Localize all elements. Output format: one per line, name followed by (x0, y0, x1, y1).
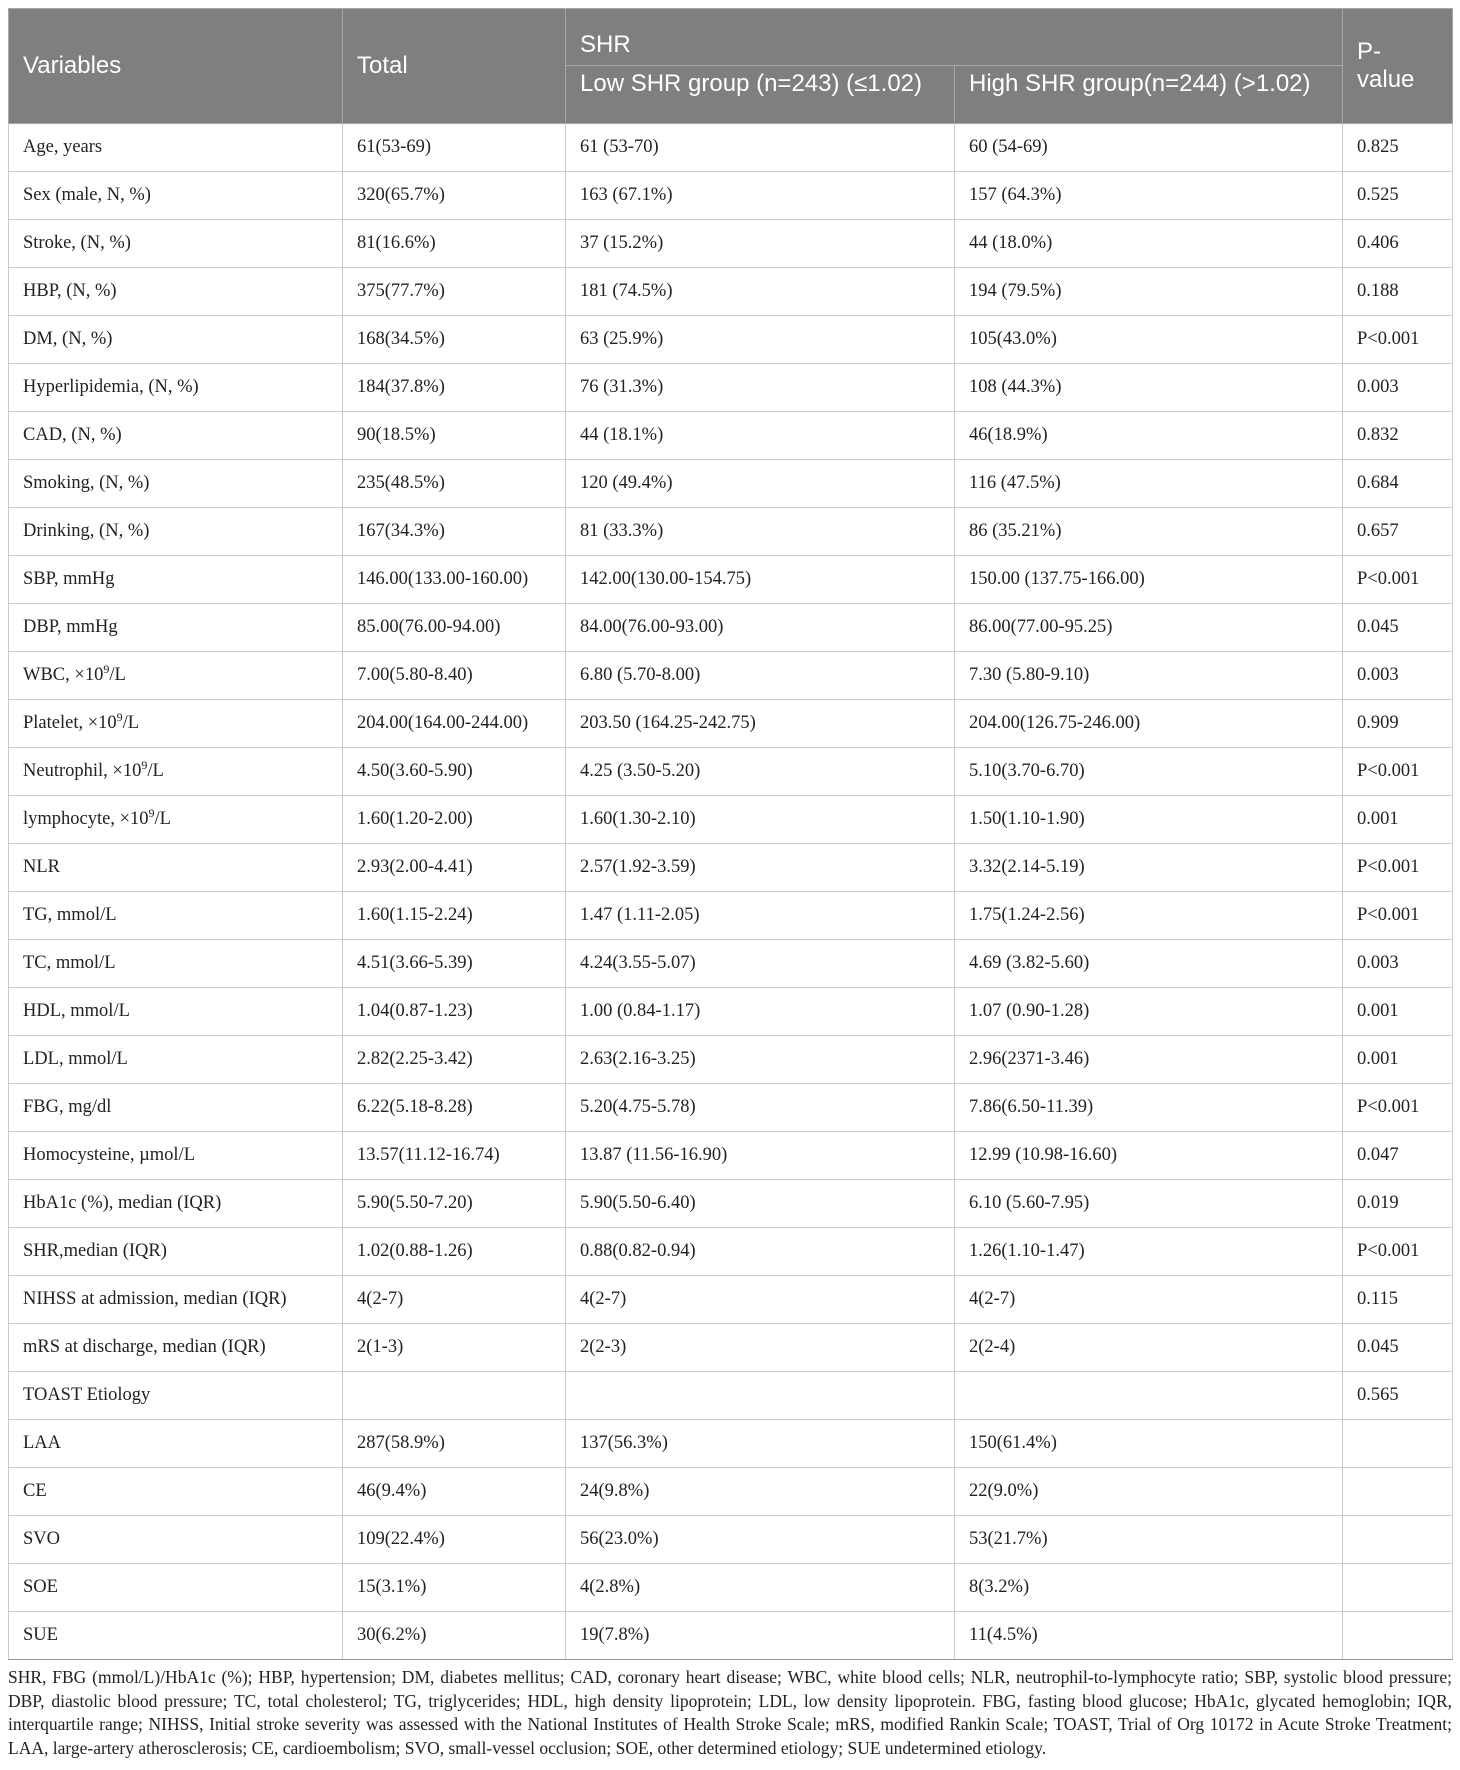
cell-total: 90(18.5%) (343, 412, 566, 460)
cell-p-value: 0.001 (1343, 796, 1453, 844)
header-variables: Variables (9, 9, 343, 124)
cell-high-shr: 1.07 (0.90-1.28) (955, 988, 1343, 1036)
cell-total: 2(1-3) (343, 1324, 566, 1372)
cell-low-shr: 5.90(5.50-6.40) (566, 1180, 955, 1228)
unit-suffix: /L (154, 809, 171, 829)
cell-high-shr: 2.96(2371-3.46) (955, 1036, 1343, 1084)
cell-total: 13.57(11.12-16.74) (343, 1132, 566, 1180)
cell-variable: SBP, mmHg (9, 556, 343, 604)
cell-variable: LDL, mmol/L (9, 1036, 343, 1084)
cell-variable: SHR,median (IQR) (9, 1228, 343, 1276)
cell-high-shr: 157 (64.3%) (955, 172, 1343, 220)
cell-high-shr: 6.10 (5.60-7.95) (955, 1180, 1343, 1228)
header-row-top (9, 9, 1453, 66)
table-row (9, 1564, 1453, 1612)
variable-label: Neutrophil, ×10 (23, 761, 142, 781)
cell-p-value: P<0.001 (1343, 1084, 1453, 1132)
cell-p-value: P<0.001 (1343, 892, 1453, 940)
table-row (9, 1324, 1453, 1372)
cell-low-shr: 1.47 (1.11-2.05) (566, 892, 955, 940)
table-row (9, 796, 1453, 844)
table-row (9, 1036, 1453, 1084)
cell-high-shr: 12.99 (10.98-16.60) (955, 1132, 1343, 1180)
cell-total: 7.00(5.80-8.40) (343, 652, 566, 700)
cell-low-shr: 1.60(1.30-2.10) (566, 796, 955, 844)
cell-total: 168(34.5%) (343, 316, 566, 364)
cell-high-shr: 4.69 (3.82-5.60) (955, 940, 1343, 988)
header-p-value: P-value (1343, 9, 1453, 124)
cell-total: 4.51(3.66-5.39) (343, 940, 566, 988)
cell-p-value (1343, 1516, 1453, 1564)
cell-high-shr: 5.10(3.70-6.70) (955, 748, 1343, 796)
table-row (9, 1228, 1453, 1276)
cell-low-shr: 4.25 (3.50-5.20) (566, 748, 955, 796)
cell-low-shr (566, 1372, 955, 1420)
cell-p-value (1343, 1564, 1453, 1612)
cell-high-shr: 3.32(2.14-5.19) (955, 844, 1343, 892)
cell-total: 184(37.8%) (343, 364, 566, 412)
cell-high-shr: 44 (18.0%) (955, 220, 1343, 268)
cell-low-shr: 37 (15.2%) (566, 220, 955, 268)
cell-total: 85.00(76.00-94.00) (343, 604, 566, 652)
table-row (9, 460, 1453, 508)
table-row (9, 412, 1453, 460)
cell-high-shr: 105(43.0%) (955, 316, 1343, 364)
table-row (9, 892, 1453, 940)
cell-variable: mRS at discharge, median (IQR) (9, 1324, 343, 1372)
cell-high-shr: 53(21.7%) (955, 1516, 1343, 1564)
cell-low-shr: 6.80 (5.70-8.00) (566, 652, 955, 700)
cell-total: 61(53-69) (343, 124, 566, 172)
cell-total: 1.60(1.20-2.00) (343, 796, 566, 844)
table-row (9, 1084, 1453, 1132)
cell-variable: LAA (9, 1420, 343, 1468)
cell-high-shr: 1.26(1.10-1.47) (955, 1228, 1343, 1276)
variable-label: Platelet, ×10 (23, 713, 117, 733)
cell-variable: DM, (N, %) (9, 316, 343, 364)
table-row (9, 604, 1453, 652)
cell-p-value: 0.001 (1343, 1036, 1453, 1084)
cell-variable: HDL, mmol/L (9, 988, 343, 1036)
cell-high-shr (955, 1372, 1343, 1420)
cell-low-shr: 84.00(76.00-93.00) (566, 604, 955, 652)
cell-variable: TG, mmol/L (9, 892, 343, 940)
table-row (9, 172, 1453, 220)
cell-p-value (1343, 1612, 1453, 1660)
cell-high-shr: 7.86(6.50-11.39) (955, 1084, 1343, 1132)
table-row (9, 748, 1453, 796)
cell-total: 6.22(5.18-8.28) (343, 1084, 566, 1132)
cell-p-value: P<0.001 (1343, 844, 1453, 892)
variable-label: lymphocyte, ×10 (23, 809, 149, 829)
cell-p-value: P<0.001 (1343, 556, 1453, 604)
cell-p-value: 0.045 (1343, 604, 1453, 652)
cell-p-value: P<0.001 (1343, 1228, 1453, 1276)
table-row (9, 364, 1453, 412)
cell-high-shr: 22(9.0%) (955, 1468, 1343, 1516)
cell-p-value (1343, 1420, 1453, 1468)
cell-variable (9, 700, 343, 748)
cell-variable: HBP, (N, %) (9, 268, 343, 316)
cell-variable: TC, mmol/L (9, 940, 343, 988)
cell-low-shr: 61 (53-70) (566, 124, 955, 172)
cell-low-shr: 13.87 (11.56-16.90) (566, 1132, 955, 1180)
cell-p-value: P<0.001 (1343, 748, 1453, 796)
cell-low-shr: 137(56.3%) (566, 1420, 955, 1468)
unit-exponent: 9 (116, 709, 123, 724)
cell-variable: FBG, mg/dl (9, 1084, 343, 1132)
cell-total: 1.02(0.88-1.26) (343, 1228, 566, 1276)
cell-p-value: 0.045 (1343, 1324, 1453, 1372)
table-row (9, 700, 1453, 748)
cell-total: 1.04(0.87-1.23) (343, 988, 566, 1036)
cell-low-shr: 2.63(2.16-3.25) (566, 1036, 955, 1084)
cell-low-shr: 19(7.8%) (566, 1612, 955, 1660)
cell-low-shr: 181 (74.5%) (566, 268, 955, 316)
table-row (9, 220, 1453, 268)
cell-p-value: 0.188 (1343, 268, 1453, 316)
table-row (9, 652, 1453, 700)
cell-variable: HbA1c (%), median (IQR) (9, 1180, 343, 1228)
unit-exponent: 9 (141, 757, 148, 772)
cell-high-shr: 116 (47.5%) (955, 460, 1343, 508)
table-row (9, 316, 1453, 364)
cell-variable (9, 748, 343, 796)
unit-suffix: /L (147, 761, 164, 781)
cell-total: 146.00(133.00-160.00) (343, 556, 566, 604)
cell-variable: NIHSS at admission, median (IQR) (9, 1276, 343, 1324)
cell-low-shr: 63 (25.9%) (566, 316, 955, 364)
cell-total: 81(16.6%) (343, 220, 566, 268)
cell-p-value: 0.115 (1343, 1276, 1453, 1324)
cell-total: 109(22.4%) (343, 1516, 566, 1564)
cell-high-shr: 4(2-7) (955, 1276, 1343, 1324)
cell-p-value: 0.825 (1343, 124, 1453, 172)
cell-high-shr: 86 (35.21%) (955, 508, 1343, 556)
cell-low-shr: 76 (31.3%) (566, 364, 955, 412)
cell-low-shr: 120 (49.4%) (566, 460, 955, 508)
cell-total: 235(48.5%) (343, 460, 566, 508)
header-shr: SHR (566, 9, 1343, 66)
cell-variable: SOE (9, 1564, 343, 1612)
cell-p-value: 0.001 (1343, 988, 1453, 1036)
document (8, 8, 1452, 1760)
variable-label: WBC, ×10 (23, 665, 104, 685)
cell-total: 320(65.7%) (343, 172, 566, 220)
cell-variable (9, 796, 343, 844)
cell-low-shr: 4(2.8%) (566, 1564, 955, 1612)
table-row (9, 1468, 1453, 1516)
cell-total: 5.90(5.50-7.20) (343, 1180, 566, 1228)
cell-low-shr: 1.00 (0.84-1.17) (566, 988, 955, 1036)
cell-variable: SVO (9, 1516, 343, 1564)
unit-exponent: 9 (148, 805, 155, 820)
cell-variable: Hyperlipidemia, (N, %) (9, 364, 343, 412)
cell-p-value: 0.019 (1343, 1180, 1453, 1228)
cell-low-shr: 44 (18.1%) (566, 412, 955, 460)
cell-variable: Smoking, (N, %) (9, 460, 343, 508)
cell-low-shr: 2.57(1.92-3.59) (566, 844, 955, 892)
cell-high-shr: 8(3.2%) (955, 1564, 1343, 1612)
header-low-shr-group: Low SHR group (n=243) (≤1.02) (566, 66, 955, 124)
table-row (9, 1372, 1453, 1420)
unit-exponent: 9 (103, 661, 110, 676)
table-row (9, 1276, 1453, 1324)
cell-total: 204.00(164.00-244.00) (343, 700, 566, 748)
cell-variable: SUE (9, 1612, 343, 1660)
cell-variable: CE (9, 1468, 343, 1516)
cell-p-value: 0.684 (1343, 460, 1453, 508)
cell-low-shr: 56(23.0%) (566, 1516, 955, 1564)
cell-variable: Sex (male, N, %) (9, 172, 343, 220)
table-body (9, 124, 1453, 1660)
cell-p-value: P<0.001 (1343, 316, 1453, 364)
cell-high-shr: 11(4.5%) (955, 1612, 1343, 1660)
cell-high-shr: 150(61.4%) (955, 1420, 1343, 1468)
cell-high-shr: 7.30 (5.80-9.10) (955, 652, 1343, 700)
cell-high-shr: 86.00(77.00-95.25) (955, 604, 1343, 652)
header-high-shr-group: High SHR group(n=244) (>1.02) (955, 66, 1343, 124)
cell-low-shr: 4.24(3.55-5.07) (566, 940, 955, 988)
table-footnote: SHR, FBG (mmol/L)/HbA1c (%); HBP, hypertension; DM, diabetes mellitus; CAD, coronary heart disease; WBC, white blood cells; NLR, neutrophil-to-lymphocyte ratio; SBP, systolic blood pressure; DBP, diastolic blood pressure; TC, total cholesterol; TG, triglycerides; HDL, high density lipoprotein; LDL, low density lipoprotein. FBG, fasting blood glucose; HbA1c, glycated hemoglobin; IQR, interquartile range; NIHSS, Initial stroke severity was assessed with the National Institutes of Health Stroke Scale; mRS, modified Rankin Scale; TOAST, Trial of Org 10172 in Acute Stroke Treatment; LAA, large-artery atherosclerosis; CE, cardioembolism; SVO, small-vessel occlusion; SOE, other determined etiology; SUE undetermined etiology. (8, 1667, 1452, 1758)
cell-low-shr: 5.20(4.75-5.78) (566, 1084, 955, 1132)
cell-high-shr: 194 (79.5%) (955, 268, 1343, 316)
unit-suffix: /L (109, 665, 126, 685)
table-row (9, 508, 1453, 556)
header-total: Total (343, 9, 566, 124)
cell-variable: Stroke, (N, %) (9, 220, 343, 268)
cell-total: 4.50(3.60-5.90) (343, 748, 566, 796)
cell-p-value: 0.832 (1343, 412, 1453, 460)
table-row (9, 124, 1453, 172)
cell-high-shr: 150.00 (137.75-166.00) (955, 556, 1343, 604)
cell-total: 15(3.1%) (343, 1564, 566, 1612)
cell-low-shr: 24(9.8%) (566, 1468, 955, 1516)
cell-total: 4(2-7) (343, 1276, 566, 1324)
table-row (9, 1180, 1453, 1228)
table-row (9, 988, 1453, 1036)
baseline-characteristics-table (8, 8, 1453, 1660)
cell-total: 1.60(1.15-2.24) (343, 892, 566, 940)
cell-p-value: 0.003 (1343, 940, 1453, 988)
cell-variable: CAD, (N, %) (9, 412, 343, 460)
table-row (9, 1132, 1453, 1180)
cell-high-shr: 1.75(1.24-2.56) (955, 892, 1343, 940)
cell-variable: Age, years (9, 124, 343, 172)
cell-high-shr: 108 (44.3%) (955, 364, 1343, 412)
cell-high-shr: 46(18.9%) (955, 412, 1343, 460)
cell-variable (9, 652, 343, 700)
table-row (9, 556, 1453, 604)
cell-variable: Drinking, (N, %) (9, 508, 343, 556)
cell-total: 2.93(2.00-4.41) (343, 844, 566, 892)
cell-total: 46(9.4%) (343, 1468, 566, 1516)
cell-low-shr: 163 (67.1%) (566, 172, 955, 220)
cell-total: 30(6.2%) (343, 1612, 566, 1660)
cell-total: 287(58.9%) (343, 1420, 566, 1468)
cell-high-shr: 1.50(1.10-1.90) (955, 796, 1343, 844)
table-row (9, 1612, 1453, 1660)
cell-variable: DBP, mmHg (9, 604, 343, 652)
table-header (9, 9, 1453, 124)
cell-total: 167(34.3%) (343, 508, 566, 556)
cell-high-shr: 60 (54-69) (955, 124, 1343, 172)
cell-p-value: 0.657 (1343, 508, 1453, 556)
table-row (9, 940, 1453, 988)
unit-suffix: /L (122, 713, 140, 733)
cell-low-shr: 2(2-3) (566, 1324, 955, 1372)
cell-variable: NLR (9, 844, 343, 892)
table-row (9, 1516, 1453, 1564)
cell-low-shr: 81 (33.3%) (566, 508, 955, 556)
table-row (9, 268, 1453, 316)
cell-total: 2.82(2.25-3.42) (343, 1036, 566, 1084)
cell-p-value: 0.047 (1343, 1132, 1453, 1180)
cell-variable: Homocysteine, µmol/L (9, 1132, 343, 1180)
cell-p-value: 0.003 (1343, 364, 1453, 412)
cell-variable: TOAST Etiology (9, 1372, 343, 1420)
cell-low-shr: 4(2-7) (566, 1276, 955, 1324)
cell-high-shr: 204.00(126.75-246.00) (955, 700, 1343, 748)
cell-high-shr: 2(2-4) (955, 1324, 1343, 1372)
cell-p-value: 0.525 (1343, 172, 1453, 220)
cell-p-value: 0.909 (1343, 700, 1453, 748)
cell-low-shr: 0.88(0.82-0.94) (566, 1228, 955, 1276)
table-row (9, 1420, 1453, 1468)
cell-low-shr: 203.50 (164.25-242.75) (566, 700, 955, 748)
cell-p-value: 0.565 (1343, 1372, 1453, 1420)
cell-total: 375(77.7%) (343, 268, 566, 316)
cell-total (343, 1372, 566, 1420)
cell-p-value: 0.406 (1343, 220, 1453, 268)
cell-low-shr: 142.00(130.00-154.75) (566, 556, 955, 604)
cell-p-value (1343, 1468, 1453, 1516)
table-row (9, 844, 1453, 892)
cell-p-value: 0.003 (1343, 652, 1453, 700)
